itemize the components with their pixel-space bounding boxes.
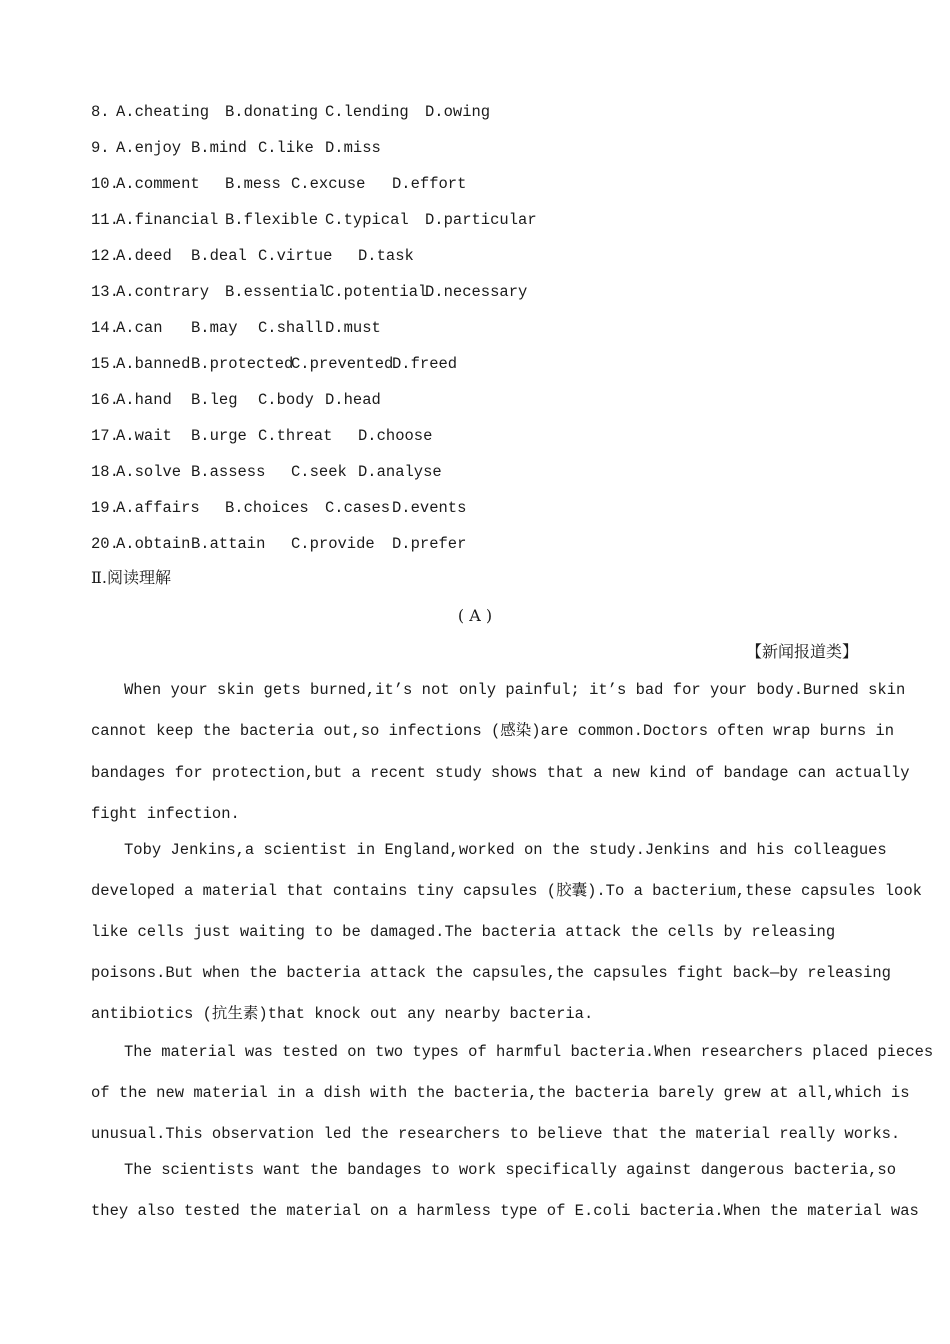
paragraph-3-line: The material was tested on two types of harmful bacteria.When researchers placed pieces bbox=[124, 1043, 934, 1061]
paragraph-4-line: they also tested the material on a harmless type of E.coli bacteria.When the material was bbox=[91, 1202, 919, 1220]
question-number: 16. bbox=[91, 391, 119, 409]
option-c: C.potential bbox=[325, 283, 428, 301]
option-d: D.particular bbox=[425, 211, 537, 229]
option-a: A.deed bbox=[116, 247, 172, 265]
paragraph-3-line: of the new material in a dish with the bacteria,the bacteria barely grew at all,which is bbox=[91, 1084, 910, 1102]
option-a: A.wait bbox=[116, 427, 172, 445]
option-a: A.can bbox=[116, 319, 163, 337]
option-a: A.enjoy bbox=[116, 139, 182, 157]
option-b: B.deal bbox=[191, 247, 247, 265]
option-c: C.shall bbox=[258, 319, 324, 337]
option-b: B.mess bbox=[225, 175, 281, 193]
option-d: D.analyse bbox=[358, 463, 442, 481]
option-d: D.prefer bbox=[392, 535, 467, 553]
option-b: B.essential bbox=[225, 283, 328, 301]
option-c: C.body bbox=[258, 391, 314, 409]
paragraph-2-line: Toby Jenkins,a scientist in England,worked on the study.Jenkins and his colleagues bbox=[124, 841, 887, 859]
option-d: D.effort bbox=[392, 175, 467, 193]
option-c: C.cases bbox=[325, 499, 391, 517]
option-b: B.assess bbox=[191, 463, 266, 481]
option-b: B.may bbox=[191, 319, 238, 337]
question-number: 8. bbox=[91, 103, 110, 121]
option-a: A.banned bbox=[116, 355, 191, 373]
option-b: B.urge bbox=[191, 427, 247, 445]
option-c: C.seek bbox=[291, 463, 347, 481]
question-number: 13. bbox=[91, 283, 119, 301]
option-c: C.lending bbox=[325, 103, 409, 121]
option-b: B.leg bbox=[191, 391, 238, 409]
paragraph-4-line: The scientists want the bandages to work specifically against dangerous bacteria,so bbox=[124, 1161, 897, 1179]
option-b: B.mind bbox=[191, 139, 247, 157]
option-d: D.necessary bbox=[425, 283, 528, 301]
option-d: D.task bbox=[358, 247, 414, 265]
paragraph-2-line: like cells just waiting to be damaged.The bacteria attack the cells by releasing bbox=[91, 923, 836, 941]
option-b: B.donating bbox=[225, 103, 319, 121]
question-number: 15. bbox=[91, 355, 119, 373]
question-number: 12. bbox=[91, 247, 119, 265]
question-number: 19. bbox=[91, 499, 119, 517]
option-a: A.solve bbox=[116, 463, 182, 481]
option-a: A.comment bbox=[116, 175, 200, 193]
option-c: C.excuse bbox=[291, 175, 366, 193]
option-a: A.cheating bbox=[116, 103, 210, 121]
option-b: B.choices bbox=[225, 499, 309, 517]
paragraph-1-line: When your skin gets burned,it’s not only painful; it’s bad for your body.Burned skin bbox=[124, 681, 906, 699]
option-c: C.typical bbox=[325, 211, 409, 229]
option-d: D.choose bbox=[358, 427, 433, 445]
question-number: 20. bbox=[91, 535, 119, 553]
option-a: A.financial bbox=[116, 211, 219, 229]
question-number: 18. bbox=[91, 463, 119, 481]
section-title: Ⅱ.阅读理解 bbox=[91, 568, 171, 587]
option-d: D.miss bbox=[325, 139, 381, 157]
option-a: A.hand bbox=[116, 391, 172, 409]
paragraph-2-line: poisons.But when the bacteria attack the capsules,the capsules fight back—by releasing bbox=[91, 964, 891, 982]
option-d: D.must bbox=[325, 319, 381, 337]
option-d: D.head bbox=[325, 391, 381, 409]
genre-tag: 【新闻报道类】 bbox=[745, 642, 858, 661]
question-number: 17. bbox=[91, 427, 119, 445]
option-c: C.virtue bbox=[258, 247, 333, 265]
paragraph-2-line: developed a material that contains tiny capsules (胶囊).To a bacterium,these capsules look bbox=[91, 882, 922, 900]
option-b: B.flexible bbox=[225, 211, 319, 229]
option-d: D.freed bbox=[392, 355, 458, 373]
paragraph-1-line: cannot keep the bacteria out,so infections (感染)are common.Doctors often wrap burns in bbox=[91, 722, 895, 740]
paragraph-1-line: bandages for protection,but a recent study shows that a new kind of bandage can actually bbox=[91, 764, 910, 782]
option-b: B.protected bbox=[191, 355, 294, 373]
question-number: 10. bbox=[91, 175, 119, 193]
option-c: C.provide bbox=[291, 535, 375, 553]
option-a: A.obtain bbox=[116, 535, 191, 553]
paragraph-3-line: unusual.This observation led the researchers to believe that the material really works. bbox=[91, 1125, 901, 1143]
paragraph-2-line: antibiotics (抗生素)that knock out any nearby bacteria. bbox=[91, 1005, 594, 1023]
option-d: D.events bbox=[392, 499, 467, 517]
passage-label: ( A ) bbox=[457, 606, 493, 625]
option-a: A.affairs bbox=[116, 499, 200, 517]
option-d: D.owing bbox=[425, 103, 491, 121]
question-number: 14. bbox=[91, 319, 119, 337]
option-c: C.prevented bbox=[291, 355, 394, 373]
question-number: 9. bbox=[91, 139, 110, 157]
option-a: A.contrary bbox=[116, 283, 210, 301]
paragraph-1-line: fight infection. bbox=[91, 805, 240, 823]
option-b: B.attain bbox=[191, 535, 266, 553]
question-number: 11. bbox=[91, 211, 119, 229]
option-c: C.like bbox=[258, 139, 314, 157]
option-c: C.threat bbox=[258, 427, 333, 445]
